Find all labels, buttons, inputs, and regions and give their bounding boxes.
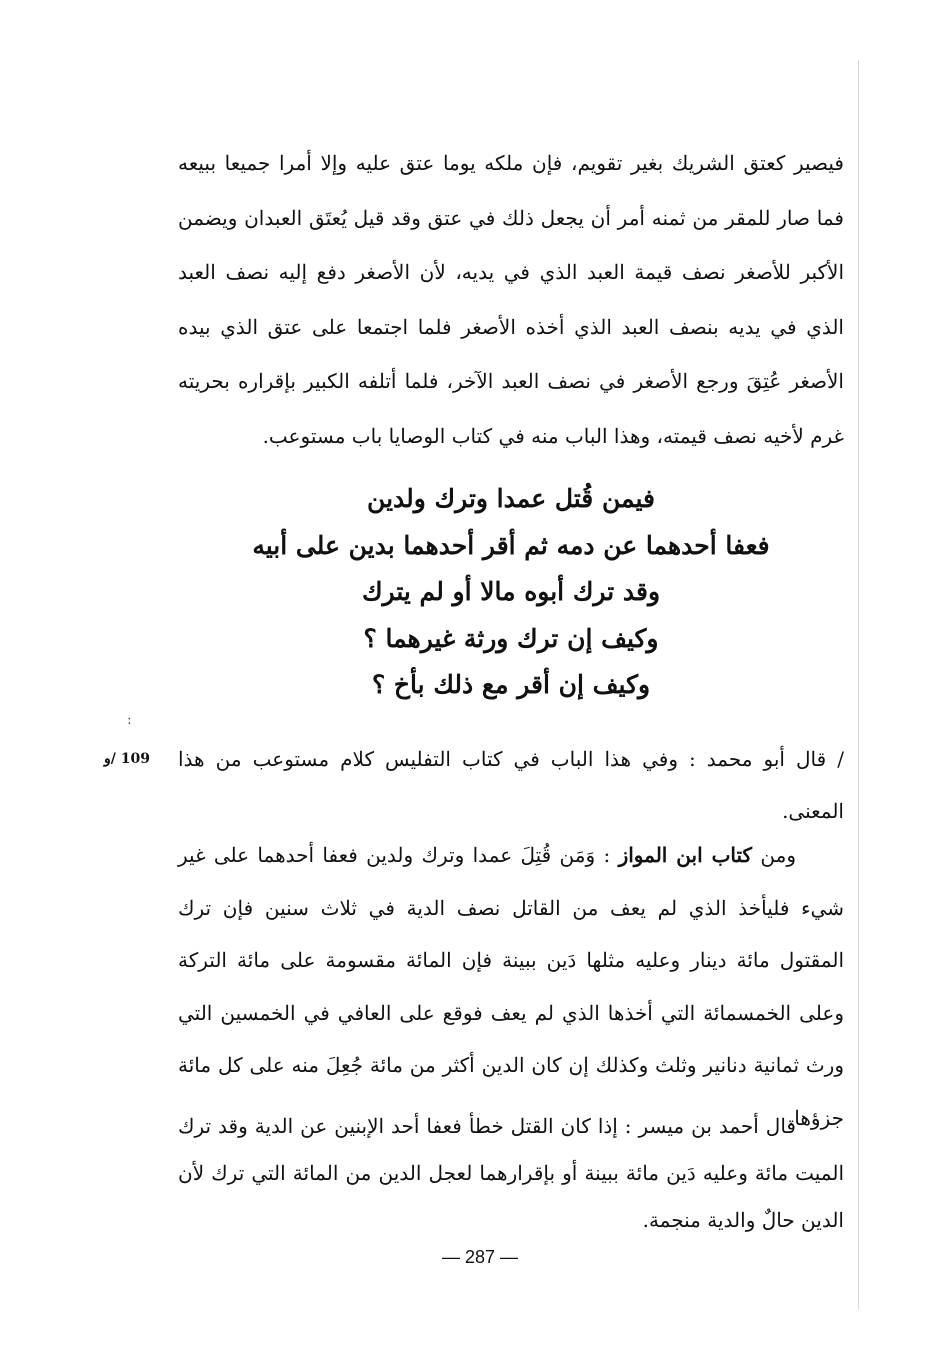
heading-line-3: وقد ترك أبوه مالا أو لم يترك	[361, 577, 661, 606]
heading-line-1: فيمن قُتل عمدا وترك ولدين	[367, 484, 655, 513]
paragraph-1: فيصير كعتق الشريك بغير تقويم، فإن ملكه يوما عتق عليه وإلا أمرا جميعا ببيعه فما صار للمقر من ثمنه أمر أن يجعل ذلك في عتق وقد قيل يُعتَق العبدان ويضمن الأكبر للأصغر نصف قيمة العبد الذي في يديه، لأن الأصغر دفع إليه نصف العبد الذي في يديه بنصف العبد الذي أخذه الأصغر فلما اجتمعا على عتق الذي بيده الأصغر عُتِقَ ورجع الأصغر في نصف العبد الآخر، فلما أتلفه الكبير بإقراره بحريته غرم لأخيه نصف قيمته، وهذا الباب منه في كتاب الوصايا باب مستوعب.	[178, 151, 844, 448]
source-title: كتاب ابن المواز	[618, 843, 753, 867]
folio-margin-note: 109 /و	[104, 751, 150, 767]
paragraph-4: قال أحمد بن ميسر : إذا كان القتل خطأ فعفا أحد الإبنين عن الدية وقد ترك الميت مائة وعليه دَين مائة ببينة أو بإقرارهما لعجل الدين من المائة التي ترك لأن الدين حالٌ والدية منجمة.	[178, 1114, 844, 1232]
paragraph-3	[178, 829, 844, 1144]
paragraph-3-lead: ومن	[760, 843, 796, 867]
margin-mark: :	[127, 712, 132, 728]
paragraph-2: / قال أبو محمد : وفي هذا الباب في كتاب التفليس كلام مستوعب من هذا المعنى.	[178, 747, 844, 823]
scan-edge-line	[858, 60, 859, 1310]
heading-line-5: وكيف إن أقر مع ذلك بأخ ؟	[371, 670, 651, 699]
heading-line-4: وكيف إن ترك ورثة غيرهما ؟	[363, 623, 659, 653]
paragraph-3-text: : وَمَن قُتِلَ عمدا وترك ولدين فعفا أحدهما على غير شيء فليأخذ الذي لم يعف من القاتل نصف الدية في ثلاث سنين فإن ترك المقتول مائة دينار وعليه مثلها دَين ببينة فإن المائة مقسومة على مائة التركة وعلى الخمسمائة التي أخذها الذي لم يعف فوقع على العافي في الخمسين التي ورث ثمانية دنانير وثلث وكذلك إن كان الدين أكثر من مائة جُعِلَ منه على كل مائة جزؤها.	[178, 843, 844, 1130]
heading-line-2: فعفا أحدهما عن دمه ثم أقر أحدهما بدين على أبيه	[252, 530, 770, 560]
section-heading	[178, 476, 844, 709]
page-number: — 287 —	[441, 1247, 519, 1267]
